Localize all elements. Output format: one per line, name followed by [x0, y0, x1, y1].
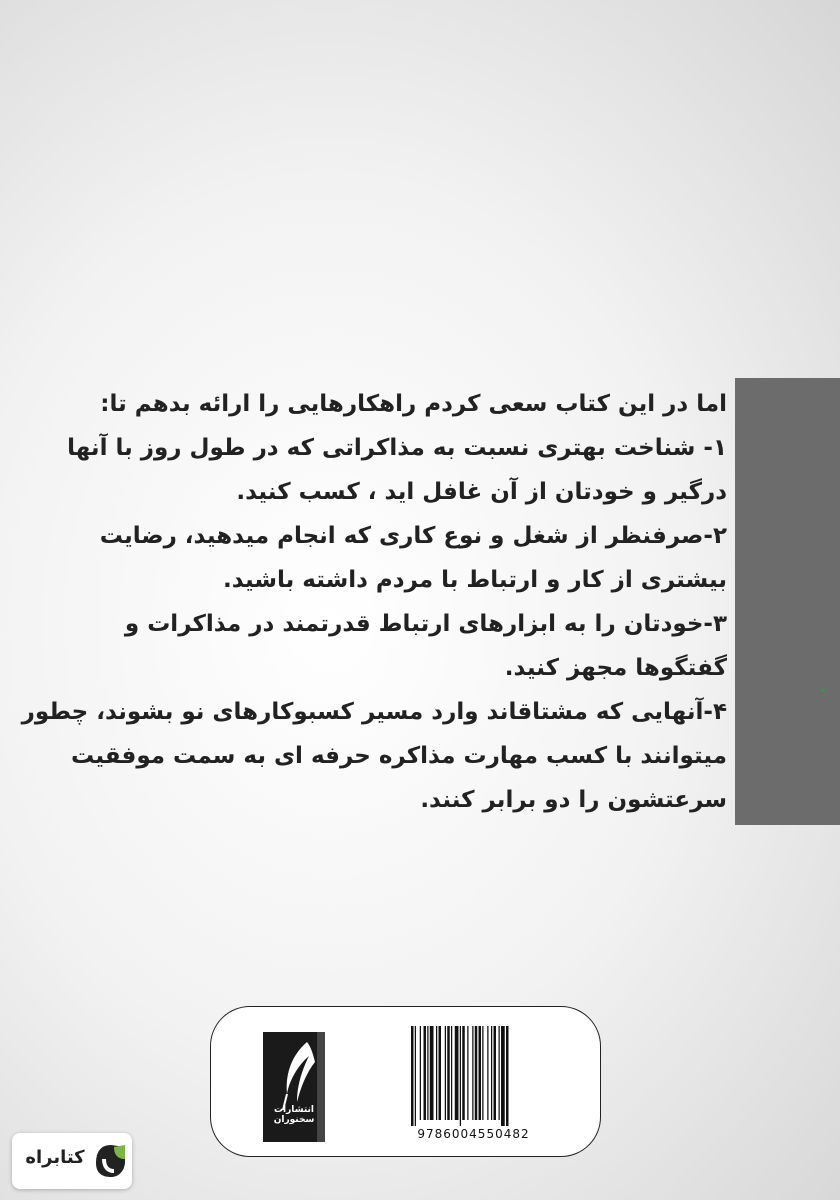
side-color-band: [735, 378, 840, 825]
blurb-line: ۲-صرفنظر از شغل و نوع کاری که انجام میدهید، رضایت: [99, 523, 727, 549]
ketabrah-label: کتابراه: [25, 1147, 85, 1168]
ketabrah-logo-icon: [92, 1141, 130, 1181]
blurb-line: ۱- شناخت بهتری نسبت به مذاکراتی که در طول روز با آنها: [67, 435, 727, 461]
publisher-logo: [263, 1032, 325, 1142]
blurb-line: ۳-خودتان را به ابزارهای ارتباط قدرتمند در مذاکرات و: [124, 611, 727, 637]
blurb-line: اما در این کتاب سعی کردم راهکارهایی را ارائه بدهم تا:: [100, 391, 727, 417]
isbn-number: 9786004550482: [417, 1127, 530, 1141]
cover-blurb-text: [21, 382, 727, 822]
accent-dot: [822, 689, 825, 692]
blurb-line: بیشتری از کار و ارتباط با مردم داشته باشید.: [222, 567, 727, 593]
ketabrah-watermark: [12, 1133, 132, 1189]
blurb-line: ۴-آنهایی که مشتاقاند وارد مسیر کسبوکارهای نو بشوند، چطور: [21, 699, 727, 725]
publisher-name: انتشارات سخنوران: [273, 1105, 315, 1125]
blurb-line: گفتگوها مجهز کنید.: [504, 655, 727, 681]
blurb-line: سرعتشون را دو برابر کنند.: [420, 787, 727, 813]
blurb-line: میتوانند با کسب مهارت مذاکره حرفه ای به سمت موفقیت: [70, 743, 727, 769]
isbn-barcode: [407, 1024, 537, 1128]
barcode-panel: [210, 1006, 601, 1157]
blurb-line: درگیر و خودتان از آن غافل اید ، کسب کنید.: [236, 479, 727, 505]
